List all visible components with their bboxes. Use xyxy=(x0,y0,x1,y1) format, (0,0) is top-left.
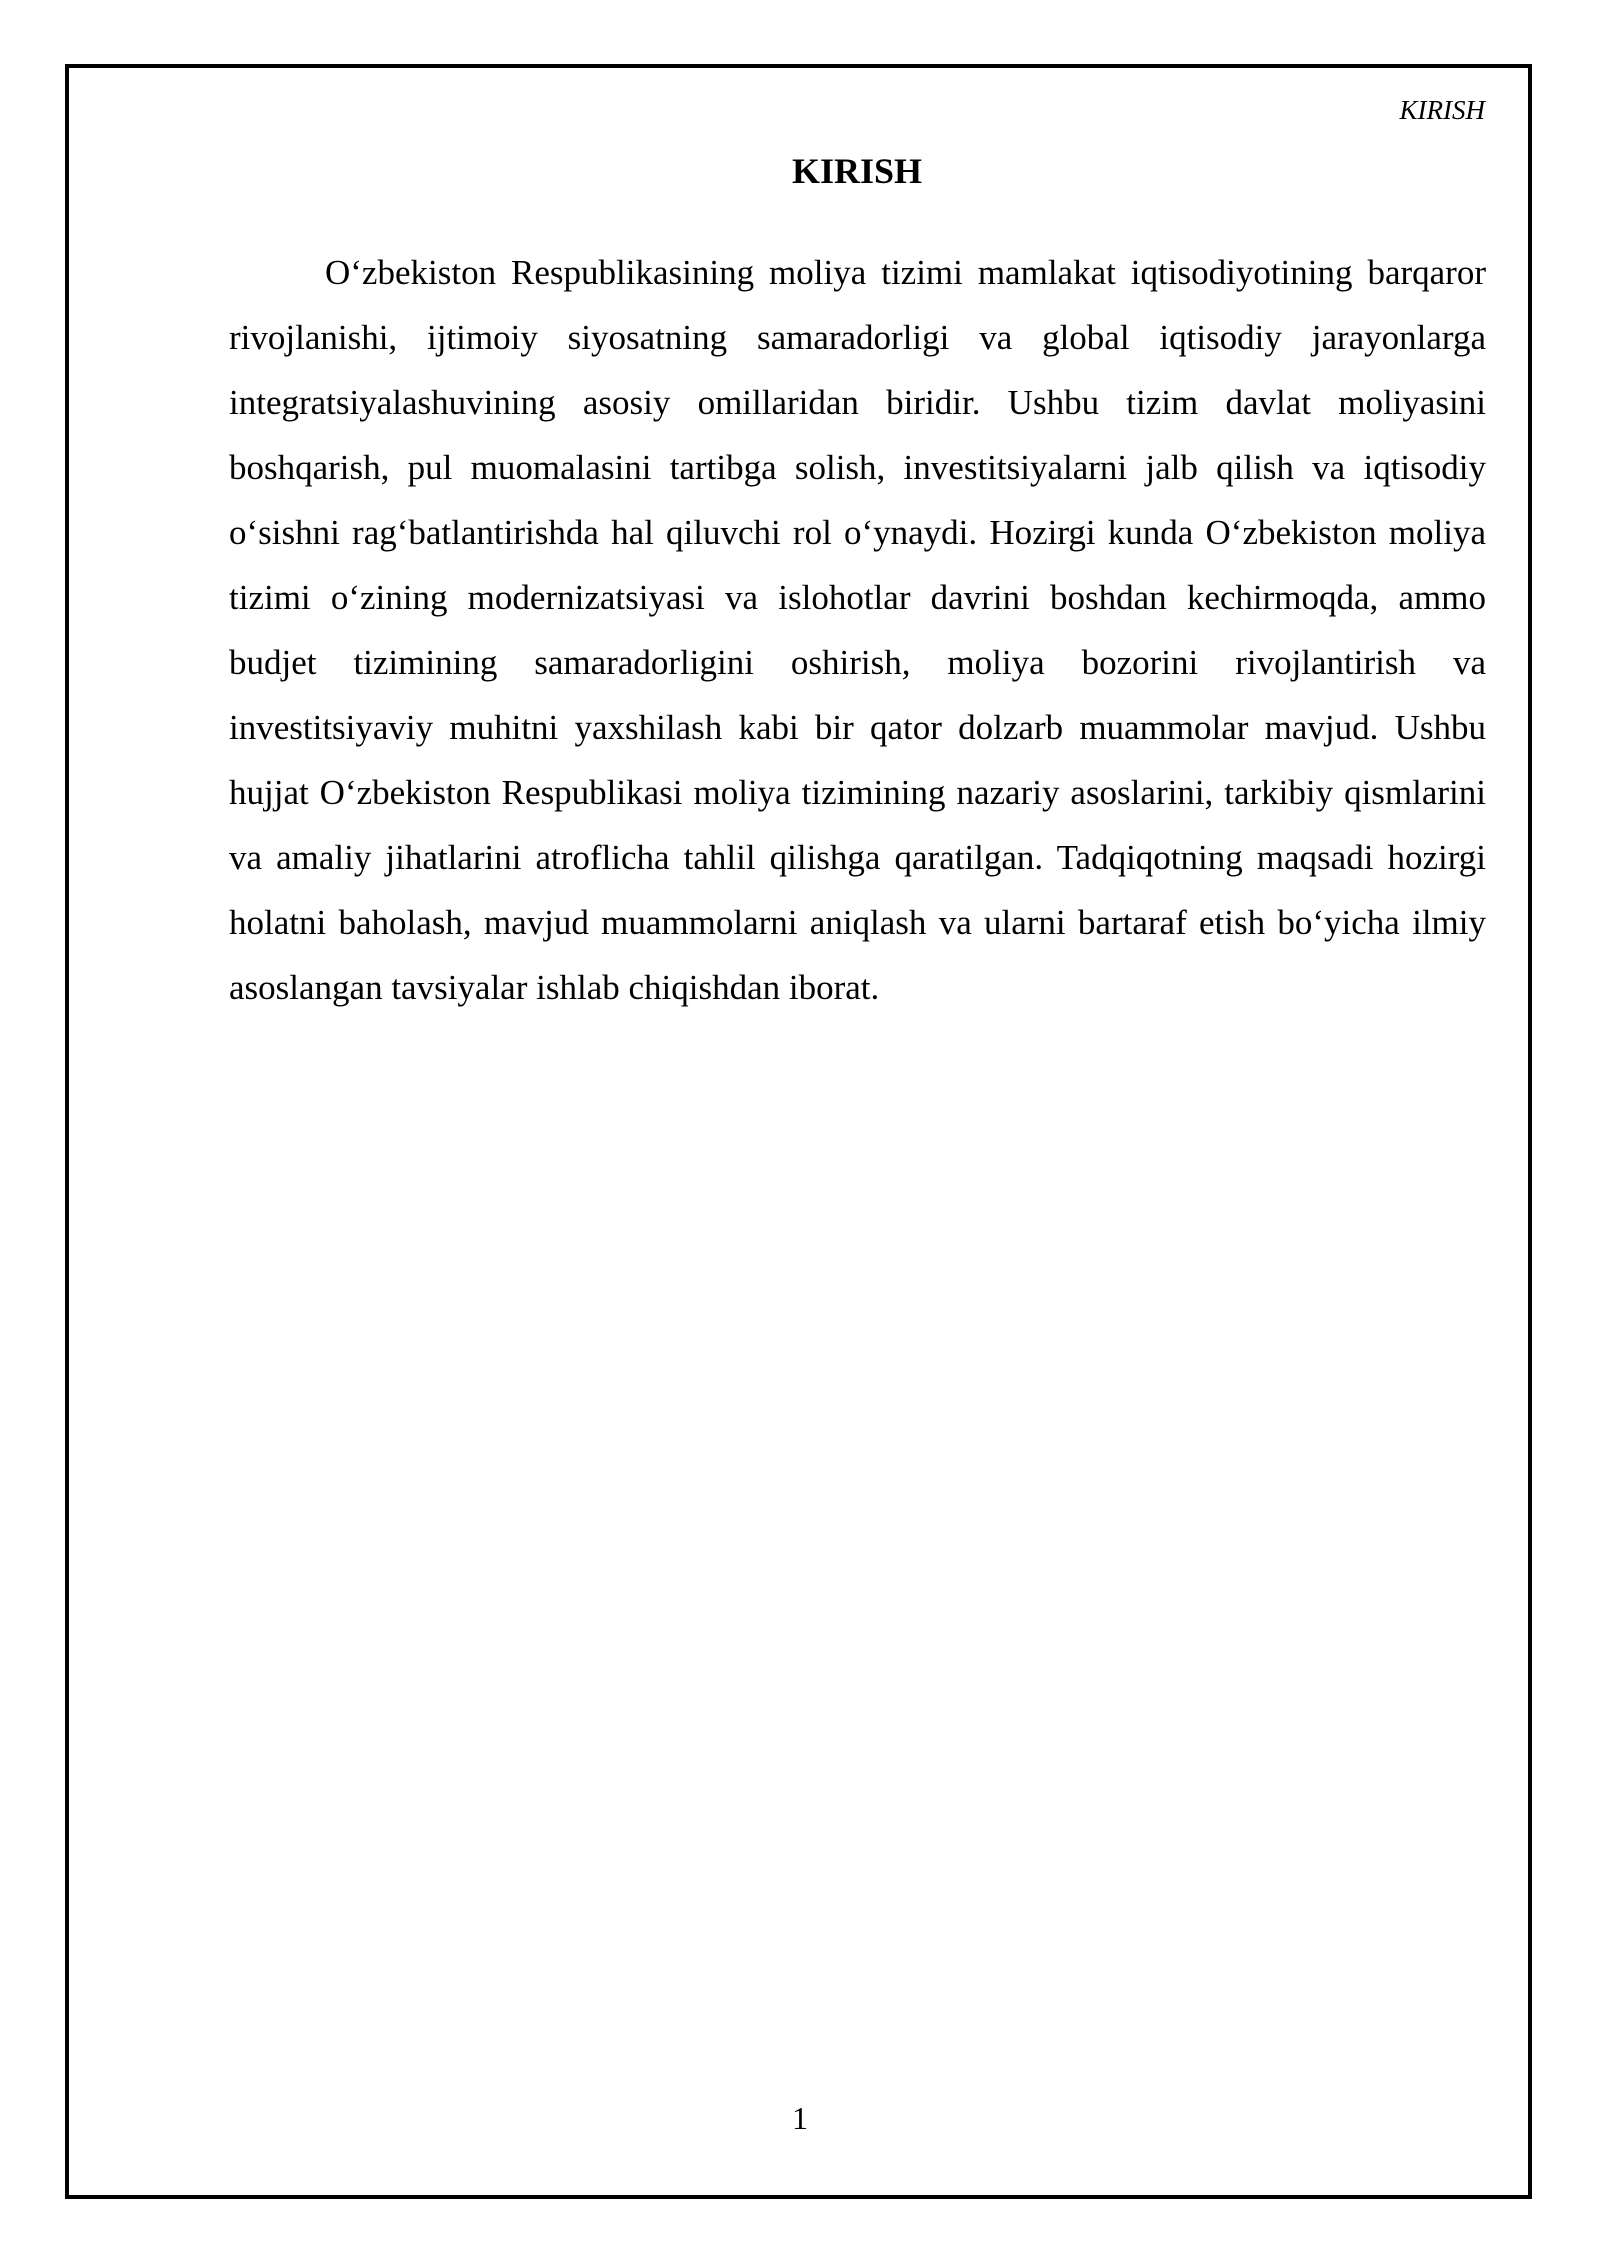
running-header: KIRISH xyxy=(1399,95,1485,125)
page-number: 1 xyxy=(792,2100,808,2136)
page-title: KIRISH xyxy=(791,151,923,191)
body-paragraph: O‘zbekiston Respublikasining moliya tizimi mamlakat iqtisodiyotining barqaror rivojlanishi, ijtimoiy siyosatning samaradorligi va global iqtisodiy jarayonlarga integratsiyalashuvining asosiy omillaridan biridir. Ushbu tizim davlat moliyasini boshqarish, pul muomalasini tartibga solish, investitsiyalarni jalb qilish va iqtisodiy o‘sishni rag‘batlantirishda hal qiluvchi rol o‘ynaydi. Hozirgi kunda O‘zbekiston moliya tizimi o‘zining modernizatsiyasi va islohotlar davrini boshdan kechirmoqda, ammo budjet tizimining samaradorligini oshirish, moliya bozorini rivojlantirish va investitsiyaviy muhitni yaxshilash kabi bir qator dolzarb muammolar mavjud. Ushbu hujjat O‘zbekiston Respublikasi moliya tizimining nazariy asoslarini, tarkibiy qismlarini va amaliy jihatlarini atroflicha tahlil qilishga qaratilgan. Tadqiqotning maqsadi hozirgi holatni baholash, mavjud muammolarni aniqlash va ularni bartaraf etish bo‘yicha ilmiy asoslangan tavsiyalar ishlab chiqishdan iborat. xyxy=(229,253,1486,1007)
